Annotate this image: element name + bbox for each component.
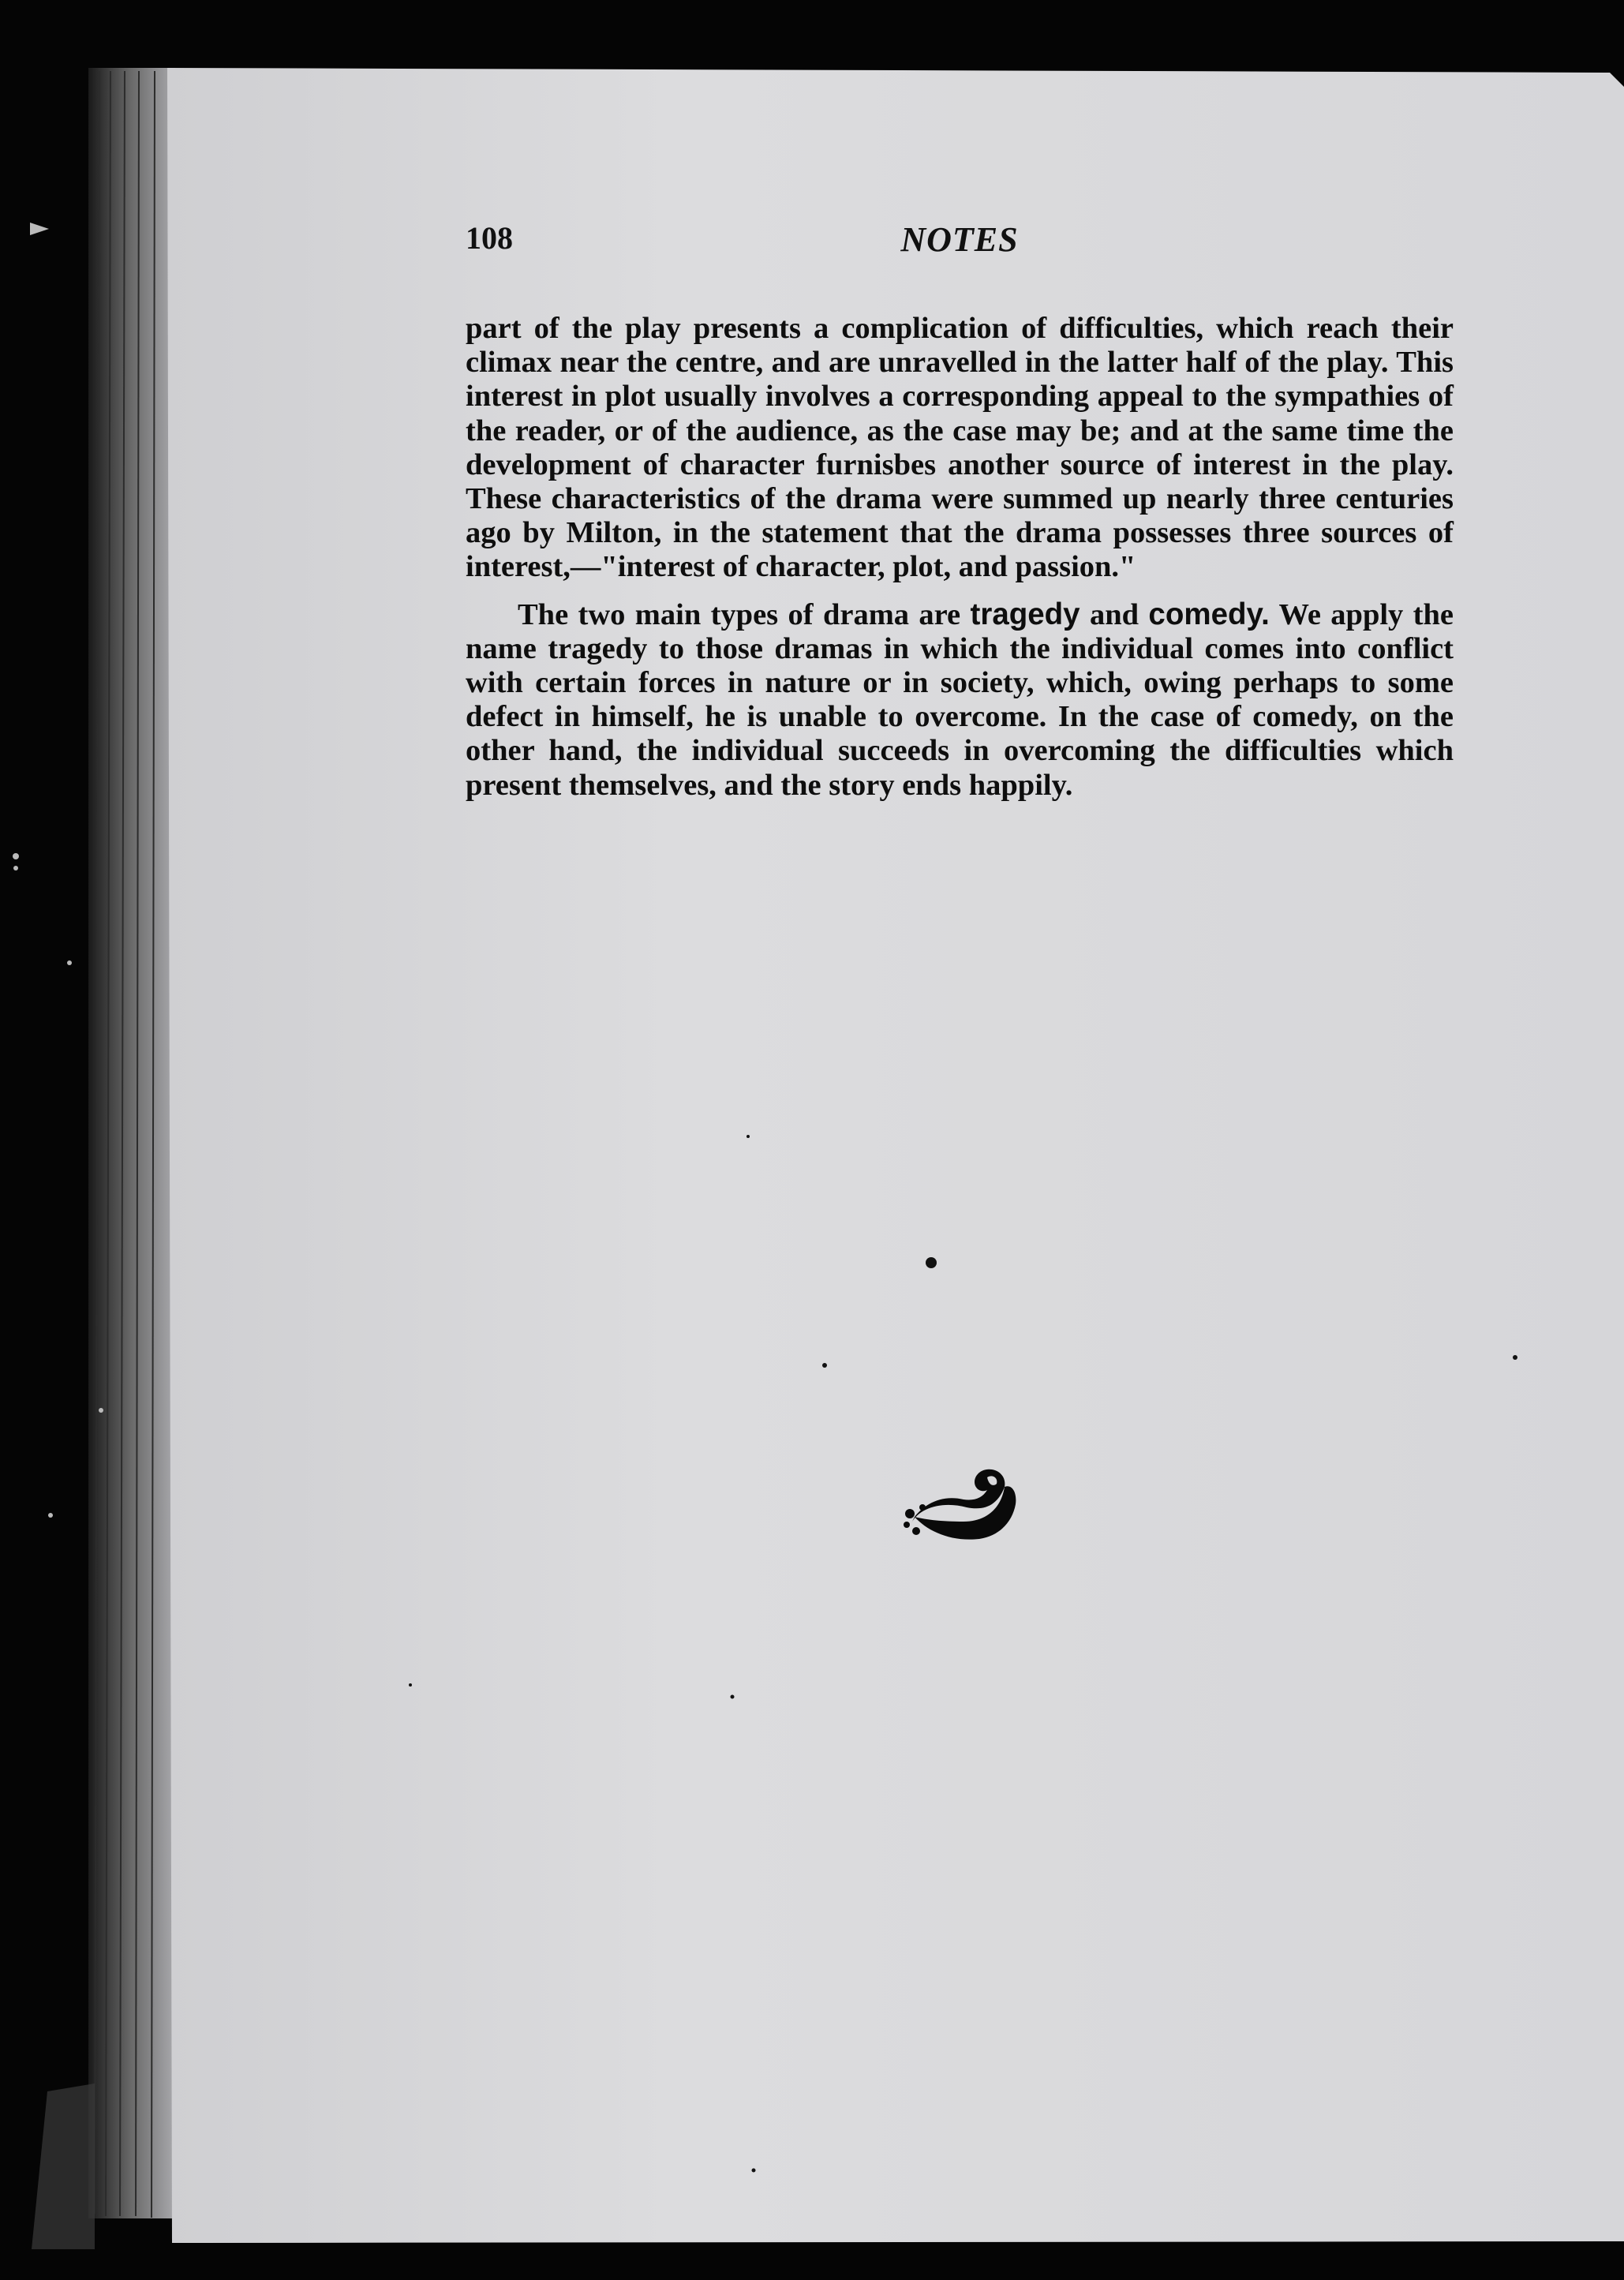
page-edge-stack — [88, 68, 175, 2218]
body-text — [466, 312, 1454, 803]
paragraph-text: and — [1080, 597, 1149, 631]
page-number: 108 — [466, 220, 513, 256]
term-tragedy: tragedy — [970, 597, 1080, 631]
paragraph: part of the play presents a complication of difficulties, which reach their climax near the centre, and are unravelled in the latter half of the play. This interest in plot usually involves a corresponding appeal to the sympathies of the reader, or of the audience, as the case may be; and at the same time the development of character furnisbes another source of interest in the play. These characteristics of the drama were summed up nearly three centuries ago by Milton, in the statement that the drama possesses three sources of interest,—"interest of character, plot, and passion." — [466, 312, 1454, 584]
paragraph-text: The two main types of drama are — [518, 597, 971, 631]
page-header — [466, 219, 1454, 275]
paragraph-text: We apply the name tragedy to those dramas in which the individual comes into conflict with certain forces in nature or in society, which, owing perhaps to some defect in himself, he is unable to overcome. In the case of comedy, on the other hand, the individual succeeds in overcoming the difficulties which present themselves, and the story ends happily. — [466, 597, 1454, 802]
paragraph — [466, 597, 1454, 803]
running-head: NOTES — [900, 220, 1019, 259]
term-comedy: comedy. — [1148, 597, 1270, 631]
